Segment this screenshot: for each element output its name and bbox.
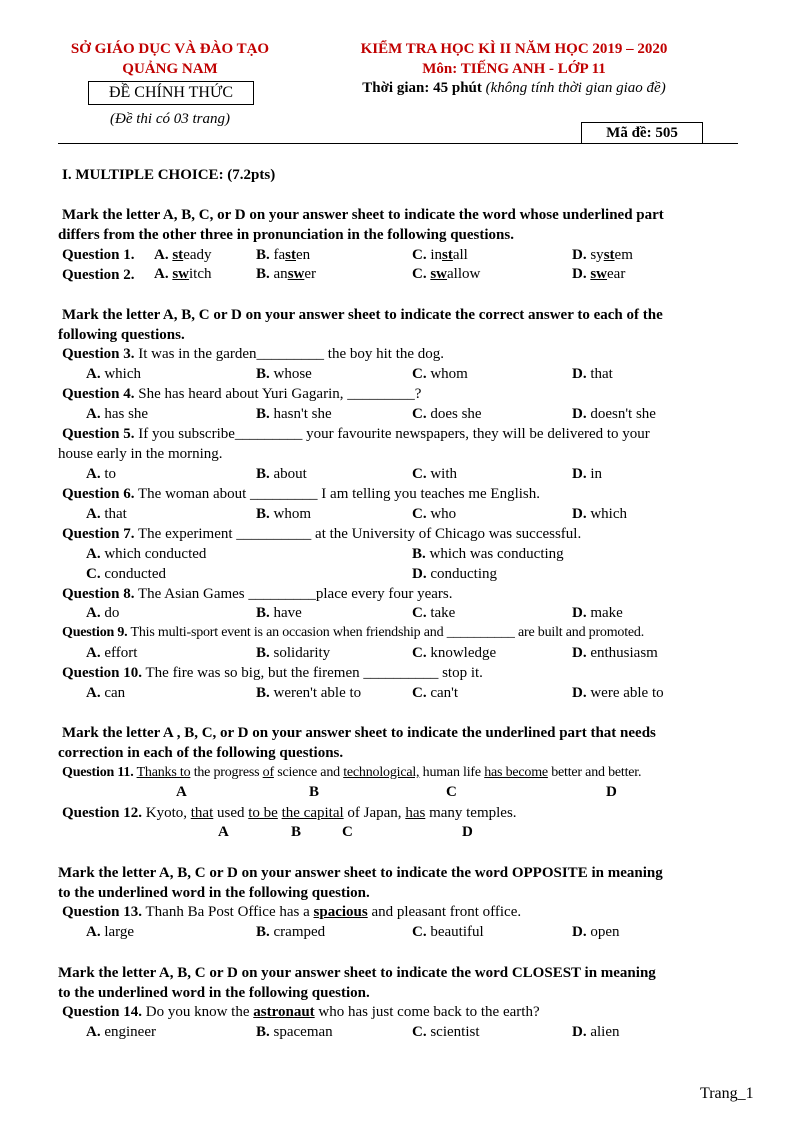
q9-option-a: A. effort: [86, 645, 138, 661]
q2-option-d: D. swear: [572, 266, 626, 282]
q6-option-b: B. whom: [256, 506, 312, 522]
instruction-correction-line1: Mark the letter A , B, C, or D on your answer sheet to indicate the underlined part that needs: [62, 725, 656, 741]
instruction-correction-line2: correction in each of the following questions.: [58, 745, 344, 761]
q4-option-d: D. doesn't she: [572, 406, 656, 422]
q8-option-a: A. do: [86, 605, 120, 621]
q1-option-b: B. fasten: [256, 247, 311, 263]
question-5: Question 5. If you subscribe_________ your favourite newspapers, they will be delivered to your: [62, 426, 650, 442]
question-3: Question 3. It was in the garden_________ the boy hit the dog.: [62, 346, 445, 362]
question-4: Question 4. She has heard about Yuri Gagarin, _________?: [62, 386, 422, 402]
q5-option-b: B. about: [256, 466, 307, 482]
q11-marker-b: B: [309, 784, 320, 800]
question-12: Question 12. Kyoto, that used to be the capital of Japan, has many temples.: [62, 805, 517, 821]
q2-option-c: C. swallow: [412, 266, 481, 282]
instruction-grammar-line2: following questions.: [58, 327, 185, 343]
q12-marker-c: C: [342, 824, 353, 840]
q2-option-a: A. switch: [154, 266, 212, 282]
q4-option-a: A. has she: [86, 406, 149, 422]
q8-option-b: B. have: [256, 605, 302, 621]
q14-option-b: B. spaceman: [256, 1024, 333, 1040]
q13-option-c: C. beautiful: [412, 924, 484, 940]
q11-marker-a: A: [176, 784, 187, 800]
q13-option-a: A. large: [86, 924, 135, 940]
instruction-closest-line2: to the underlined word in the following question.: [58, 985, 370, 1001]
question-1-label: Question 1.: [62, 247, 135, 263]
exam-time: [314, 79, 714, 97]
section-title: I. MULTIPLE CHOICE: (7.2pts): [62, 167, 276, 183]
question-6: Question 6. The woman about _________ I am telling you teaches me English.: [62, 486, 540, 502]
time-label: Thời gian: 45 phút: [362, 80, 482, 96]
q9-option-c: C. knowledge: [412, 645, 497, 661]
q10-option-c: C. can't: [412, 685, 459, 701]
department-name: SỞ GIÁO DỤC VÀ ĐÀO TẠO: [70, 41, 270, 57]
question-9: Question 9. This multi-sport event is an occasion when friendship and __________ are built and promoted.: [62, 625, 645, 640]
q3-option-b: B. whose: [256, 366, 312, 382]
q10-option-d: D. were able to: [572, 685, 664, 701]
q12-marker-d: D: [462, 824, 473, 840]
q1-option-a: A. steady: [154, 247, 212, 263]
instruction-pronunciation-line2: differs from the other three in pronunciation in the following questions.: [58, 227, 514, 243]
question-5-continued: house early in the morning.: [58, 446, 223, 462]
time-note: (không tính thời gian giao đề): [485, 80, 666, 96]
q7-option-c: C. conducted: [86, 566, 166, 582]
q14-option-d: D. alien: [572, 1024, 620, 1040]
province-name: QUẢNG NAM: [122, 61, 218, 77]
q5-option-d: D. in: [572, 466, 603, 482]
q13-option-d: D. open: [572, 924, 620, 940]
page-number: Trang_1: [700, 1085, 754, 1102]
q5-option-c: C. with: [412, 466, 458, 482]
question-13: Question 13. Thanh Ba Post Office has a spacious and pleasant front office.: [62, 904, 522, 920]
q3-option-c: C. whom: [412, 366, 468, 382]
q12-marker-b: B: [291, 824, 302, 840]
question-14: Question 14. Do you know the astronaut who has just come back to the earth?: [62, 1004, 540, 1020]
exam-code: Mã đề: 505: [606, 125, 678, 141]
official-label: ĐỀ CHÍNH THỨC: [108, 84, 234, 101]
q5-option-a: A. to: [86, 466, 117, 482]
q11-marker-c: C: [446, 784, 457, 800]
exam-title: KIỂM TRA HỌC KÌ II NĂM HỌC 2019 – 2020: [360, 41, 668, 57]
q7-option-a: A. which conducted: [86, 546, 207, 562]
q3-option-d: D. that: [572, 366, 613, 382]
exam-subject: Môn: TIẾNG ANH - LỚP 11: [422, 61, 606, 77]
instruction-opposite-line2: to the underlined word in the following question.: [58, 885, 370, 901]
question-7: Question 7. The experiment __________ at the University of Chicago was successful.: [62, 526, 582, 542]
q13-option-b: B. cramped: [256, 924, 326, 940]
q4-option-b: B. hasn't she: [256, 406, 332, 422]
q2-option-b: B. answer: [256, 266, 317, 282]
q4-option-c: C. does she: [412, 406, 482, 422]
q6-option-a: A. that: [86, 506, 127, 522]
q14-option-c: C. scientist: [412, 1024, 480, 1040]
q10-option-a: A. can: [86, 685, 126, 701]
q12-marker-a: A: [218, 824, 229, 840]
q1-option-c: C. install: [412, 247, 468, 263]
q7-option-b: B. which was conducting: [412, 546, 564, 562]
header-rule: [58, 143, 738, 144]
question-10: Question 10. The fire was so big, but the firemen __________ stop it.: [62, 665, 483, 681]
q1-option-d: D. system: [572, 247, 633, 263]
q7-option-d: D. conducting: [412, 566, 497, 582]
instruction-pronunciation-line1: Mark the letter A, B, C, or D on your answer sheet to indicate the word whose underlined part: [62, 207, 664, 223]
q6-option-d: D. which: [572, 506, 628, 522]
question-2-label: Question 2.: [62, 267, 135, 283]
q8-option-d: D. make: [572, 605, 623, 621]
q14-option-a: A. engineer: [86, 1024, 156, 1040]
question-11: Question 11. Thanks to the progress of science and technological, human life has become better and better.: [62, 765, 642, 780]
q3-option-a: A. which: [86, 366, 142, 382]
q8-option-c: C. take: [412, 605, 456, 621]
instruction-closest-line1: Mark the letter A, B, C or D on your answer sheet to indicate the word CLOSEST in meaning: [58, 965, 656, 981]
question-8: Question 8. The Asian Games _________place every four years.: [62, 586, 453, 602]
q9-option-d: D. enthusiasm: [572, 645, 658, 661]
instruction-opposite-line1: Mark the letter A, B, C or D on your answer sheet to indicate the word OPPOSITE in meaning: [58, 865, 663, 881]
q6-option-c: C. who: [412, 506, 457, 522]
pages-note: (Đề thi có 03 trang): [110, 111, 230, 127]
q9-option-b: B. solidarity: [256, 645, 331, 661]
q11-marker-d: D: [606, 784, 617, 800]
instruction-grammar-line1: Mark the letter A, B, C or D on your answer sheet to indicate the correct answer to each of the: [62, 307, 663, 323]
q10-option-b: B. weren't able to: [256, 685, 362, 701]
